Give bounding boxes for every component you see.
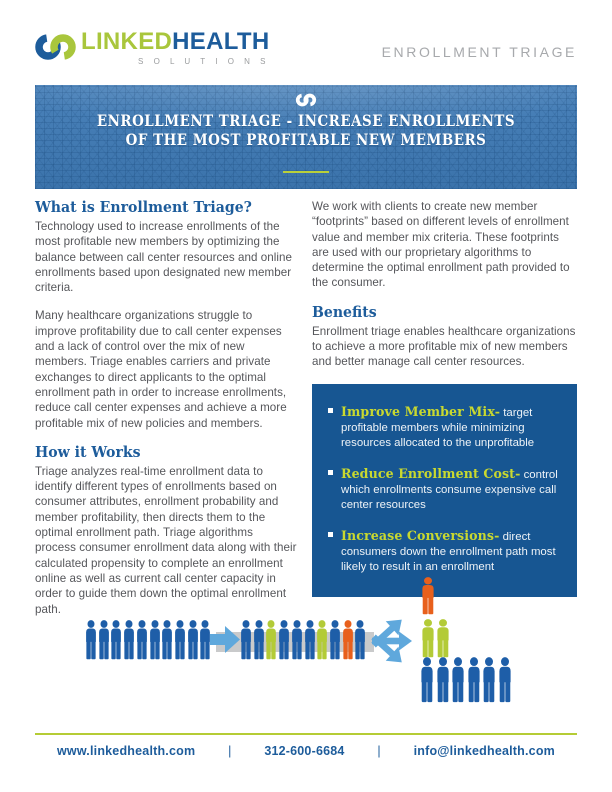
split-arrows-icon — [368, 616, 420, 666]
benefits-list — [328, 404, 559, 575]
person-icon — [435, 657, 451, 703]
footprints-paragraph: We work with clients to create new member “footprints” based on different levels of enrollment value and member mix criteria. These footprints are used with our proprietary algorithms to determine the optimal enrollment path provided to the consumer. — [312, 200, 570, 290]
person-icon — [450, 657, 466, 703]
benefits-paragraph: Enrollment triage enables healthcare organizations to achieve a more profitable mix of new members and better manage call center resources. — [312, 324, 576, 369]
person-icon — [420, 619, 436, 658]
footer-separator: | — [228, 744, 232, 758]
person-icon — [353, 620, 367, 660]
square-bullet-icon — [328, 408, 333, 413]
person-icon — [497, 657, 513, 703]
what-heading: What is Enrollment Triage? — [35, 199, 252, 216]
footer-separator: | — [377, 744, 381, 758]
people-group-triaged — [239, 620, 366, 660]
person-icon — [481, 657, 497, 703]
how-paragraph: Triage analyzes real-time enrollment data to identify different types of enrollments based on consumer attributes, enrollment probability and member profitability, then directs them to the optimal enrollment path. Triage algorithms process consumer enrollment data along with their calculated propensity to complete an enrollment online as well as current call center capacity in order to guide them down the optimal enrollment path. — [35, 464, 297, 616]
benefit-lead: Reduce Enrollment Cost- — [341, 465, 521, 481]
square-bullet-icon — [328, 532, 333, 537]
person-icon — [419, 657, 435, 703]
person-icon — [435, 619, 451, 658]
what-paragraph-1: Technology used to increase enrollments of the most profitable new members by optimizing the balance between call center resources and online enrollments based upon designated new member criteria. — [35, 220, 292, 295]
logo-wordmark — [81, 30, 269, 54]
linked-chain-icon — [35, 33, 76, 61]
linkedhealth-logo — [35, 30, 269, 66]
footer-phone-link[interactable]: 312-600-6684 — [264, 744, 345, 758]
left-column — [35, 199, 297, 630]
how-heading: How it Works — [35, 443, 141, 461]
linked-chain-icon — [294, 93, 318, 107]
benefits-callout-box — [312, 384, 577, 597]
person-icon — [420, 577, 436, 615]
benefit-item-member-mix — [328, 404, 559, 451]
benefit-text: control which enrollments consume expensive call center resources — [341, 468, 558, 511]
benefit-lead: Improve Member Mix- — [341, 403, 501, 419]
hero-banner — [35, 85, 577, 189]
person-icon — [466, 657, 482, 703]
benefit-item-conversions — [328, 528, 559, 575]
people-group-top-profit — [420, 577, 436, 615]
banner-title — [78, 111, 533, 149]
square-bullet-icon — [328, 470, 333, 475]
footer-website-link[interactable]: www.linkedhealth.com — [57, 744, 196, 758]
benefit-text: direct consumers down the enrollment path most likely to result in an enrollment — [341, 530, 556, 573]
banner-accent-rule — [283, 171, 329, 173]
footer-contact-bar — [35, 744, 577, 758]
logo-health: HEALTH — [172, 28, 270, 55]
right-column — [312, 199, 577, 597]
footer-email-link[interactable]: info@linkedhealth.com — [413, 744, 555, 758]
logo-text — [81, 30, 269, 66]
logo-linked: LINKED — [81, 28, 173, 55]
benefit-text: target profitable members while minimizing resources allocated to the unprofitable — [341, 406, 535, 449]
banner-title-line1: ENROLLMENT TRIAGE - INCREASE ENROLLMENTS — [96, 111, 516, 130]
people-group-profitable — [420, 619, 450, 658]
benefit-item-enrollment-cost — [328, 466, 559, 513]
right-arrow-icon — [210, 626, 240, 653]
what-paragraph-2: Many healthcare organizations struggle to improve profitability due to call center expenses and a lack of control over the mix of new members. Triage enables carriers and private exchanges to direct applicants to the optimal enrollment path in order to increase enrollments, reduce call center expenses and achieve a more profitable mix of new policies and members. — [35, 309, 287, 430]
benefit-lead: Increase Conversions- — [341, 527, 500, 543]
benefits-heading: Benefits — [312, 303, 377, 321]
people-group-standard — [419, 657, 512, 703]
banner-title-line2: OF THE MOST PROFITABLE NEW MEMBERS — [125, 130, 487, 149]
footer-divider — [35, 733, 577, 735]
people-group-incoming — [84, 620, 211, 660]
logo-solutions: S O L U T I O N S — [138, 57, 270, 66]
document-tagline: ENROLLMENT TRIAGE — [381, 44, 577, 60]
